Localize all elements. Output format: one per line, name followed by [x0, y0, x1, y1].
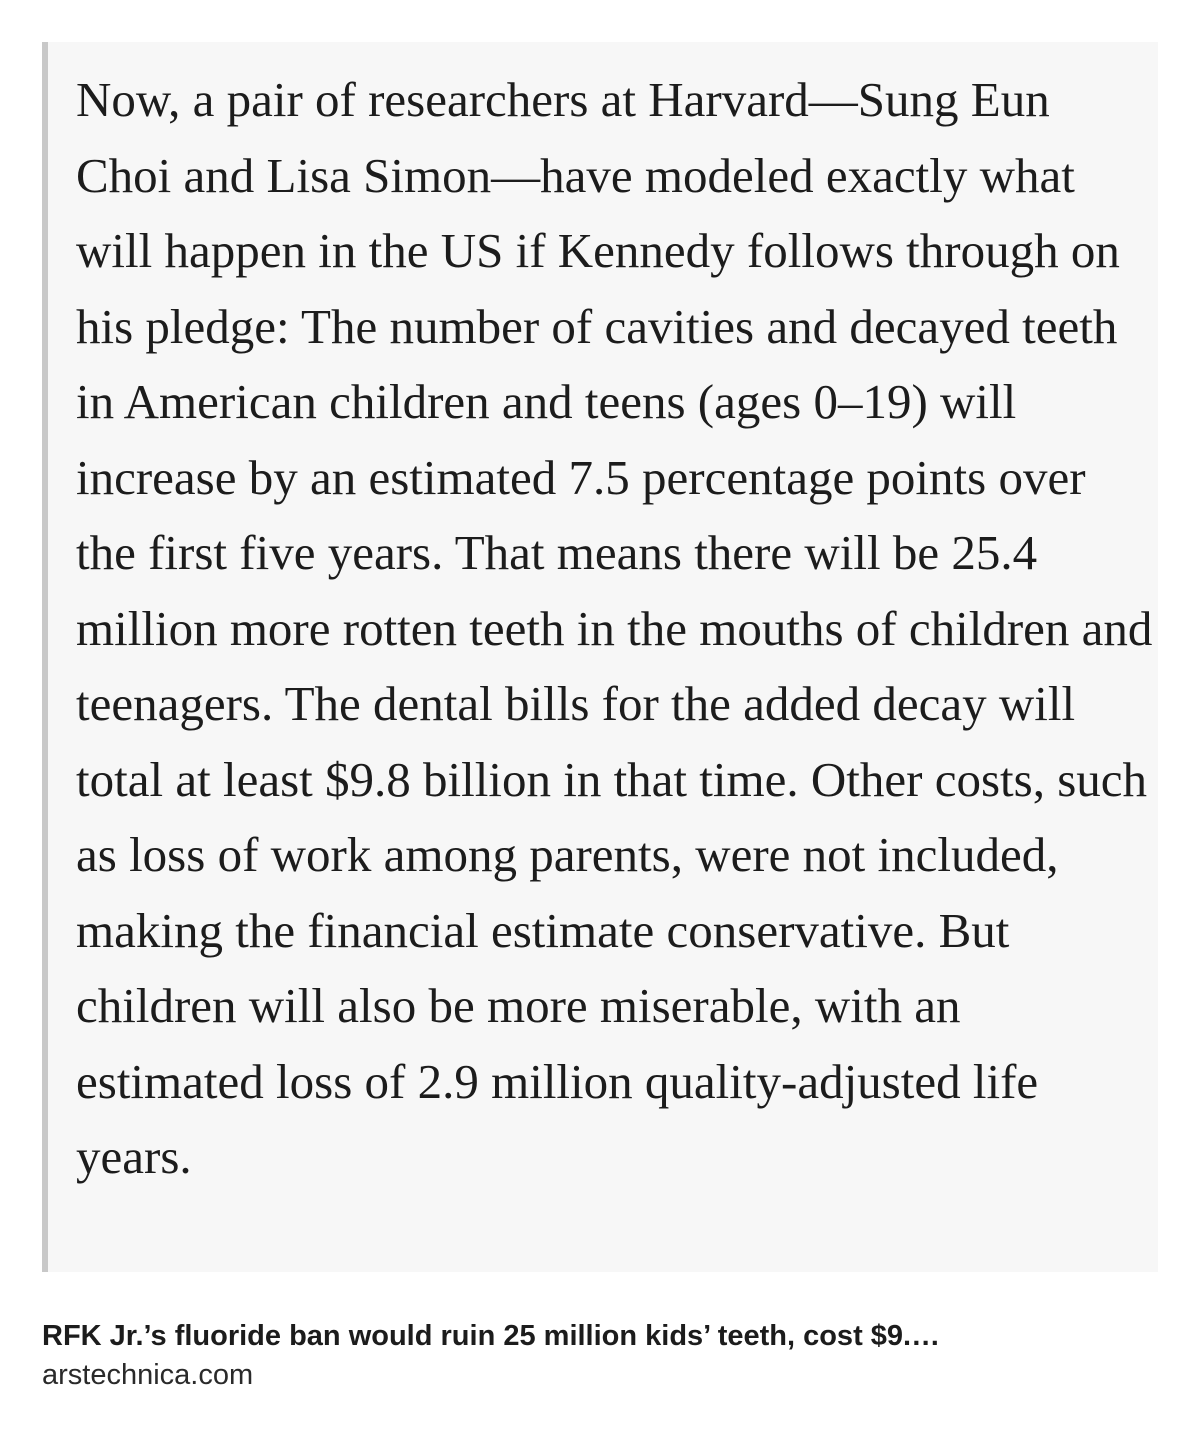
link-preview-title[interactable]: RFK Jr.’s fluoride ban would ruin 25 million kids’ teeth, cost $9.… — [42, 1320, 941, 1352]
link-preview-domain: arstechnica.com — [42, 1359, 254, 1391]
blockquote — [42, 42, 1158, 1272]
quote-text: Now, a pair of researchers at Harvard—Sung Eun Choi and Lisa Simon—have modeled exactly what will happen in the US if Kennedy follows through on his pledge: The number of cavities and decayed teeth in American children and teens (ages 0–19) will increase by an estimated 7.5 percentage points over the first five years. That means there will be 25.4 million more rotten teeth in the mouths of children and teenagers. The dental bills for the added decay will total at least $9.8 billion in that time. Other costs, such as loss of work among parents, were not included, making the financial estimate conservative. But children will also be more miserable, with an estimated loss of 2.9 million quality-adjusted life years. — [76, 72, 1153, 1184]
link-preview[interactable] — [42, 1318, 1158, 1393]
